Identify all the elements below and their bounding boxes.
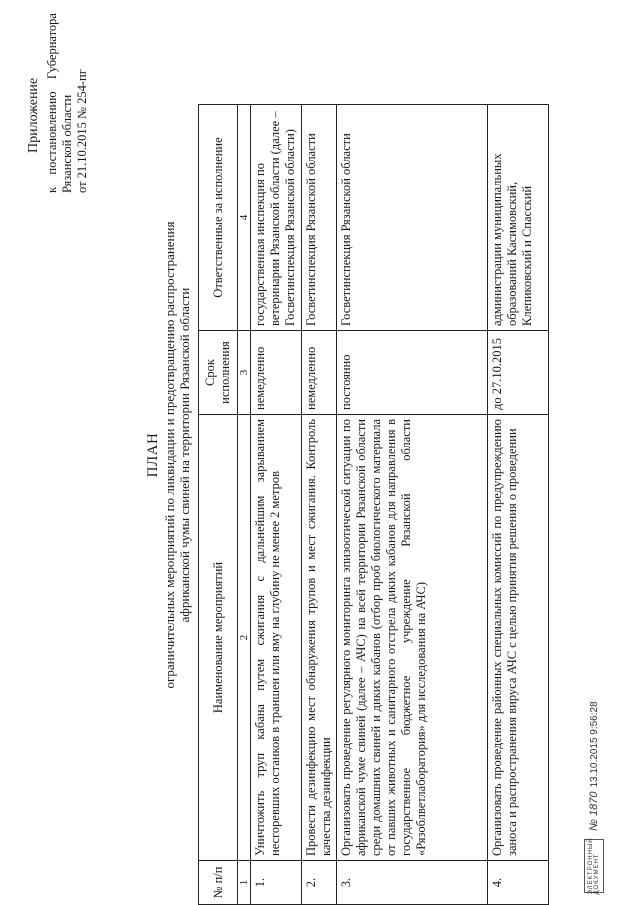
row-responsible: Госветинспекция Рязанской области [337, 105, 488, 331]
column-number: 3 [238, 331, 251, 415]
registration-datetime: 13.10.2015 9:56:28 [588, 701, 600, 788]
appendix-line-3: от 21.10.2015 № 254-пг [75, 69, 89, 193]
header-responsible: Ответственные за исполнение [199, 105, 238, 331]
appendix-block [26, 13, 90, 193]
table-row [251, 105, 302, 905]
row-responsible: Госветинспекция Рязанской области [302, 105, 337, 331]
plan-table [198, 104, 549, 905]
table-header-row [199, 105, 238, 905]
table-row [302, 105, 337, 905]
row-term: немедленно [251, 331, 302, 415]
column-number-row [238, 105, 251, 905]
appendix-line-1-part-a: к [45, 186, 59, 193]
row-responsible: государственная инспекция по ветеринарии Рязанской области (далее – Госветинспекция Рязанской области) [251, 105, 302, 331]
appendix-line-2: Рязанской области [60, 94, 74, 193]
registration-stamp [584, 701, 604, 893]
header-number: № п/п [199, 861, 238, 905]
column-number: 1 [238, 861, 251, 905]
appendix-line-1-part-b: постановлению [45, 91, 59, 175]
row-name: Организовать проведение регулярного мониторинга эпизоотической ситуации по африканской чуме свиней (далее – АЧС) на всей территории Рязанской области среди домашних свиней и диких кабанов (отбор проб биологического материала от павших животных и санитарного отстрела диких кабанов для направления в государственное бюджетное учреждение Рязанской области «Рязоблветлаборатория» для исследования на АЧС) [337, 415, 488, 861]
row-name: Провести дезинфекцию мест обнаружения трупов и мест сжигания. Контроль качества дезинфекции [302, 415, 337, 861]
table-row [337, 105, 488, 905]
registration-number: № 1870 [588, 791, 600, 831]
row-name: Организовать проведение районных специальных комиссий по предупреждению заноса и распространения вируса АЧС с целью принятия решения о проведении [488, 415, 549, 861]
row-term: постоянно [337, 331, 488, 415]
seal-text: ЭЛЕКТРОННЫЙ ДОКУМЕНТ [588, 837, 600, 895]
document-seal-logo [584, 839, 604, 893]
row-name: Уничтожить труп кабана путем сжигания с дальнейшим зарыванием несгоревших останков в траншеи или яму на глубину не менее 2 метров [251, 415, 302, 861]
row-number: 2. [302, 861, 337, 905]
row-number: 4. [488, 861, 549, 905]
plan-heading [145, 65, 192, 845]
row-number: 3. [337, 861, 488, 905]
plan-subtitle-line-2: африканской чумы свиней на территории Рязанской области [177, 287, 192, 623]
header-term: Срок исполнения [199, 331, 238, 415]
appendix-title: Приложение [26, 77, 41, 153]
row-term: до 27.10.2015 [488, 331, 549, 415]
plan-subtitle-line-1: ограничительных мероприятий по ликвидации и предотвращению распространения [162, 221, 177, 689]
appendix-line-1 [45, 13, 60, 193]
column-number: 2 [238, 415, 251, 861]
appendix-line-1-part-c: Губернатора [45, 13, 59, 80]
row-number: 1. [251, 861, 302, 905]
header-name: Наименование мероприятий [199, 415, 238, 861]
plan-title: ПЛАН [145, 432, 161, 478]
column-number: 4 [238, 105, 251, 331]
table-row [488, 105, 549, 905]
row-term: немедленно [302, 331, 337, 415]
row-responsible: администрации муниципальных образований Касимовский, Клепиковский и Спасский [488, 105, 549, 331]
